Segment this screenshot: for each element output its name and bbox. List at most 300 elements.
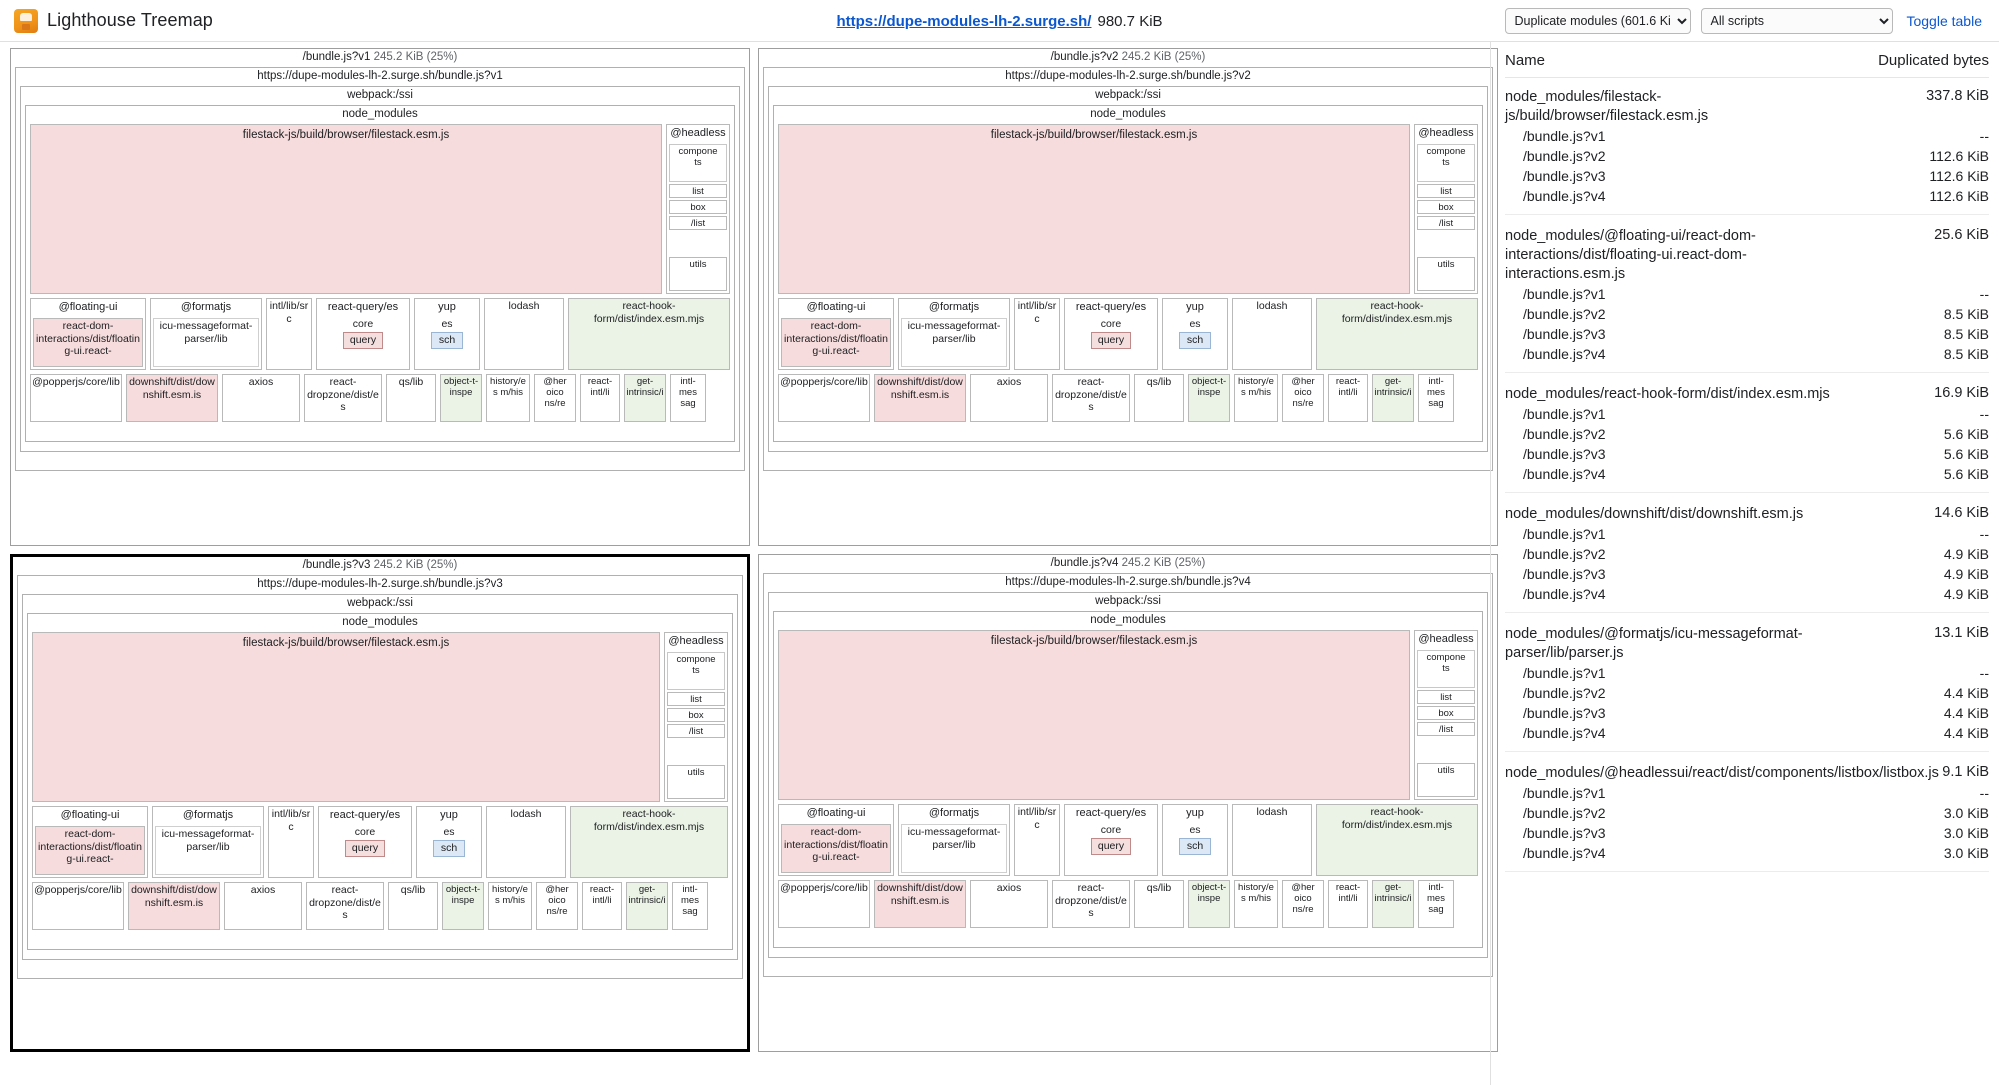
treemap-leaf-module[interactable]: react-intl/li <box>580 374 620 422</box>
subrow-bundle-name: /bundle.js?v2 <box>1523 426 1606 442</box>
treemap-group-react-query[interactable] <box>1064 298 1158 370</box>
treemap-webpack-node[interactable] <box>22 594 738 960</box>
treemap-leaf-module[interactable]: @popperjs/core/lib <box>30 374 122 422</box>
table-row[interactable] <box>1505 375 1989 495</box>
treemap-leaf-list[interactable]: list <box>669 184 727 198</box>
subrow-bytes: 8.5 KiB <box>1943 306 1989 322</box>
treemap-leaf-core-label: core <box>352 318 374 330</box>
row-module-name: node_modules/react-hook-form/dist/index.esm.mjs <box>1505 386 1830 402</box>
treemap-leaf-module[interactable]: downshift/dist/downshift.esm.is <box>126 374 218 422</box>
treemap-leaf-module[interactable]: axios <box>222 374 300 422</box>
treemap-node-modules-label: node_modules <box>1090 614 1166 626</box>
treemap-group-label: react-query/es <box>327 301 399 313</box>
treemap-group-label: @formatjs <box>928 807 980 819</box>
subrow-bytes: -- <box>1979 406 1989 422</box>
treemap-leaf-module[interactable]: get-intrinsic/i <box>626 882 668 930</box>
row-duplicated-bytes: 16.9 KiB <box>1934 385 1989 401</box>
treemap-leaf-module[interactable]: object-t-inspe <box>1188 880 1230 928</box>
treemap-leaf-utils[interactable]: utils <box>1417 257 1475 291</box>
treemap-leaf-react-hook-form[interactable]: react-hook-form/dist/index.esm.mjs <box>1316 298 1478 370</box>
treemap-leaf-es-label: es <box>1189 318 1201 330</box>
treemap-leaf-icu-messageformat-parser[interactable]: icu-messageformat-parser/lib <box>901 318 1007 367</box>
treemap-group-label: yup <box>440 809 458 821</box>
treemap-leaf-module[interactable]: qs/lib <box>1134 880 1184 928</box>
bundle-select[interactable] <box>1505 8 1691 34</box>
treemap-node-modules-node[interactable] <box>773 105 1483 442</box>
treemap-root-node[interactable] <box>10 48 750 546</box>
treemap-group-label: @floating-ui <box>58 301 118 313</box>
treemap-group-floating-ui[interactable] <box>778 804 894 876</box>
treemap-leaf-module[interactable]: @her oico ns/re <box>534 374 576 422</box>
treemap-leaf-box[interactable]: box <box>667 708 725 722</box>
subrow-bundle-name: /bundle.js?v4 <box>1523 466 1606 482</box>
row-divider <box>1505 492 1989 493</box>
treemap-group-floating-ui[interactable] <box>32 806 148 878</box>
treemap-leaf-module[interactable]: history/es m/his <box>1234 374 1278 422</box>
treemap-group-label: yup <box>438 301 456 313</box>
app-title: Lighthouse Treemap <box>47 10 213 30</box>
treemap-leaf-es-label: es <box>443 826 455 838</box>
table-header-row <box>1505 42 1989 78</box>
treemap-leaf-module[interactable]: intl-mes sag <box>1418 374 1454 422</box>
subrow-bytes: 3.0 KiB <box>1943 805 1989 821</box>
row-divider <box>1505 612 1989 613</box>
bundle-size: 245.2 KiB (25%) <box>1121 557 1206 569</box>
treemap-group-yup[interactable] <box>416 806 482 878</box>
table-body <box>1505 78 1989 874</box>
treemap-leaf-module[interactable]: @her oico ns/re <box>1282 880 1324 928</box>
treemap-leaf-module[interactable]: @popperjs/core/lib <box>778 880 870 928</box>
subrow-bundle-name: /bundle.js?v3 <box>1523 566 1606 582</box>
treemap-leaf-intl-lib-src[interactable]: intl/lib/src <box>266 298 312 370</box>
treemap-url-node[interactable] <box>763 573 1493 977</box>
treemap-leaf-module[interactable]: @her oico ns/re <box>1282 374 1324 422</box>
treemap-leaf-box[interactable]: box <box>1417 706 1475 720</box>
subrow-bundle-name: /bundle.js?v2 <box>1523 546 1606 562</box>
toggle-table-button[interactable]: Toggle table <box>1903 11 1985 31</box>
treemap-leaf-filestack[interactable]: filestack-js/build/browser/filestack.esm.js <box>32 632 660 802</box>
treemap-leaf-es-label: es <box>1189 824 1201 836</box>
treemap-leaf-schema[interactable]: sch <box>1179 838 1211 855</box>
table-subrow[interactable] <box>1505 284 1989 304</box>
table-subrow[interactable] <box>1505 524 1989 544</box>
treemap-group-label: react-query/es <box>329 809 401 821</box>
treemap-node-title <box>13 557 747 575</box>
subrow-bundle-name: /bundle.js?v4 <box>1523 725 1606 741</box>
table-subrow[interactable] <box>1505 146 1989 166</box>
treemap-leaf-query[interactable]: query <box>1091 332 1131 349</box>
table-subrow[interactable] <box>1505 404 1989 424</box>
subrow-bytes: 4.4 KiB <box>1943 685 1989 701</box>
subrow-bundle-name: /bundle.js?v4 <box>1523 586 1606 602</box>
column-header-name: Name <box>1505 52 1546 69</box>
table-subrow[interactable] <box>1505 166 1989 186</box>
treemap-leaf-utils[interactable]: utils <box>1417 763 1475 797</box>
subrow-bytes: 3.0 KiB <box>1943 825 1989 841</box>
treemap-leaf-module[interactable]: @her oico ns/re <box>536 882 578 930</box>
table-subrow[interactable] <box>1505 344 1989 364</box>
treemap-group-label: react-query/es <box>1075 807 1147 819</box>
treemap-leaf-lodash[interactable]: lodash <box>1232 804 1312 876</box>
subrow-bundle-name: /bundle.js?v3 <box>1523 446 1606 462</box>
treemap-leaf-module[interactable]: react-intl/li <box>1328 880 1368 928</box>
treemap-leaf-module[interactable]: qs/lib <box>388 882 438 930</box>
bundle-size: 245.2 KiB (25%) <box>373 51 458 63</box>
subrow-bundle-name: /bundle.js?v1 <box>1523 785 1606 801</box>
table-row[interactable] <box>1505 78 1989 217</box>
treemap-group-yup[interactable] <box>414 298 480 370</box>
table-subrow[interactable] <box>1505 783 1989 803</box>
table-subrow[interactable] <box>1505 544 1989 564</box>
treemap-leaf-react-hook-form[interactable]: react-hook-form/dist/index.esm.mjs <box>568 298 730 370</box>
treemap-leaf-module[interactable]: downshift/dist/downshift.esm.is <box>874 880 966 928</box>
subrow-bundle-name: /bundle.js?v2 <box>1523 685 1606 701</box>
treemap-leaf-schema[interactable]: sch <box>1179 332 1211 349</box>
treemap-group-formatjs[interactable] <box>898 298 1010 370</box>
treemap-leaf-module[interactable]: object-t-inspe <box>1188 374 1230 422</box>
treemap-group-label: @headless <box>668 635 724 647</box>
brand <box>14 9 213 33</box>
subrow-bundle-name: /bundle.js?v2 <box>1523 148 1606 164</box>
subrow-bytes: 3.0 KiB <box>1943 845 1989 861</box>
treemap-leaf-components[interactable]: compone ts <box>1417 650 1475 688</box>
table-subrow[interactable] <box>1505 424 1989 444</box>
treemap-leaf-module[interactable]: object-t-inspe <box>442 882 484 930</box>
table-subrow[interactable] <box>1505 444 1989 464</box>
subrow-bytes: 5.6 KiB <box>1943 426 1989 442</box>
subrow-bytes: 4.9 KiB <box>1943 566 1989 582</box>
treemap-url-node[interactable] <box>15 67 745 471</box>
treemap-group-floating-ui[interactable] <box>30 298 146 370</box>
treemap-leaf-intl-lib-src[interactable]: intl/lib/src <box>1014 804 1060 876</box>
treemap-node-modules-node[interactable] <box>773 611 1483 948</box>
subrow-bytes: 112.6 KiB <box>1929 168 1989 184</box>
row-module-name: node_modules/@formatjs/icu-messageformat-parser/lib/parser.js <box>1505 626 1803 661</box>
subrow-bundle-name: /bundle.js?v1 <box>1523 406 1606 422</box>
treemap-leaf-module[interactable]: react-dropzone/dist/es <box>1052 374 1130 422</box>
subrow-bytes: -- <box>1979 665 1989 681</box>
subrow-bytes: 8.5 KiB <box>1943 346 1989 362</box>
treemap-leaf-listbox[interactable]: /list <box>669 216 727 230</box>
table-subrow[interactable] <box>1505 843 1989 863</box>
table-subrow[interactable] <box>1505 683 1989 703</box>
treemap-node-modules-label: node_modules <box>342 108 418 120</box>
table-row[interactable] <box>1505 217 1989 375</box>
subrow-bundle-name: /bundle.js?v3 <box>1523 825 1606 841</box>
treemap-leaf-module[interactable]: react-intl/li <box>1328 374 1368 422</box>
treemap-leaf-module[interactable]: react-intl/li <box>582 882 622 930</box>
duplicate-modules-table <box>1490 42 1999 1085</box>
table-row[interactable] <box>1505 754 1989 874</box>
treemap-leaf-module[interactable]: axios <box>224 882 302 930</box>
subrow-bytes: 4.4 KiB <box>1943 705 1989 721</box>
treemap-grid <box>10 48 1484 1052</box>
treemap-leaf-listbox[interactable]: /list <box>667 724 725 738</box>
row-module-name: node_modules/downshift/dist/downshift.esm.js <box>1505 506 1804 522</box>
subrow-bundle-name: /bundle.js?v3 <box>1523 168 1606 184</box>
treemap-leaf-module[interactable]: react-dropzone/dist/es <box>306 882 384 930</box>
treemap-leaf-components[interactable]: compone ts <box>669 144 727 182</box>
treemap-leaf-module[interactable]: intl-mes sag <box>1418 880 1454 928</box>
treemap-leaf-react-dom-interactions[interactable]: react-dom-interactions/dist/floating-ui.react- <box>781 824 891 873</box>
treemap-cell[interactable] <box>758 554 1498 1052</box>
treemap-leaf-module[interactable]: get-intrinsic/i <box>624 374 666 422</box>
treemap-url-label: https://dupe-modules-lh-2.surge.sh/bundle.js?v1 <box>257 70 503 82</box>
treemap-leaf-box[interactable]: box <box>669 200 727 214</box>
treemap-leaf-utils[interactable]: utils <box>669 257 727 291</box>
subrow-bytes: 8.5 KiB <box>1943 326 1989 342</box>
treemap-leaf-module[interactable]: axios <box>970 374 1048 422</box>
treemap-leaf-module[interactable]: axios <box>970 880 1048 928</box>
subrow-bundle-name: /bundle.js?v2 <box>1523 306 1606 322</box>
table-row[interactable] <box>1505 615 1989 754</box>
row-duplicated-bytes: 337.8 KiB <box>1926 88 1989 104</box>
treemap-node-modules-label: node_modules <box>1090 108 1166 120</box>
table-subrow[interactable] <box>1505 464 1989 484</box>
treemap-group-formatjs[interactable] <box>152 806 264 878</box>
treemap-leaf-module[interactable]: history/es m/his <box>1234 880 1278 928</box>
treemap-group-formatjs[interactable] <box>898 804 1010 876</box>
treemap-url-label: https://dupe-modules-lh-2.surge.sh/bundle.js?v3 <box>257 578 503 590</box>
row-divider <box>1505 751 1989 752</box>
treemap-cell[interactable] <box>10 48 750 546</box>
treemap-leaf-query[interactable]: query <box>343 332 383 349</box>
table-subrow[interactable] <box>1505 564 1989 584</box>
treemap-leaf-intl-lib-src[interactable]: intl/lib/src <box>1014 298 1060 370</box>
table-subrow[interactable] <box>1505 803 1989 823</box>
subrow-bytes: 4.4 KiB <box>1943 725 1989 741</box>
treemap-group-react-query[interactable] <box>316 298 410 370</box>
subrow-bytes: -- <box>1979 128 1989 144</box>
treemap-leaf-listbox[interactable]: /list <box>1417 216 1475 230</box>
bundle-size: 245.2 KiB (25%) <box>373 559 458 571</box>
treemap-leaf-module[interactable]: downshift/dist/downshift.esm.is <box>128 882 220 930</box>
subrow-bytes: 5.6 KiB <box>1943 446 1989 462</box>
document-size: 980.7 KiB <box>1097 12 1163 30</box>
treemap-group-formatjs[interactable] <box>150 298 262 370</box>
treemap-leaf-lodash[interactable]: lodash <box>486 806 566 878</box>
treemap-leaf-module[interactable]: get-intrinsic/i <box>1372 374 1414 422</box>
table-subrow[interactable] <box>1505 823 1989 843</box>
treemap-node-title <box>11 49 749 67</box>
subrow-bundle-name: /bundle.js?v4 <box>1523 845 1606 861</box>
treemap-leaf-list[interactable]: list <box>1417 184 1475 198</box>
treemap-leaf-es-label: es <box>441 318 453 330</box>
treemap-leaf-utils[interactable]: utils <box>667 765 725 799</box>
treemap-root-node[interactable] <box>758 554 1498 1052</box>
treemap-group-label: @headless <box>1418 633 1474 645</box>
treemap-leaf-intl-lib-src[interactable]: intl/lib/src <box>268 806 314 878</box>
treemap-pane <box>0 42 1490 1085</box>
row-module-name: node_modules/@headlessui/react/dist/components/listbox/listbox.js <box>1505 765 1939 781</box>
treemap-leaf-module[interactable]: intl-mes sag <box>672 882 708 930</box>
table-subrow[interactable] <box>1505 126 1989 146</box>
treemap-url-node[interactable] <box>17 575 743 979</box>
treemap-group-headlessui[interactable] <box>664 632 728 802</box>
treemap-leaf-module[interactable]: get-intrinsic/i <box>1372 880 1414 928</box>
treemap-leaf-react-dom-interactions[interactable]: react-dom-interactions/dist/floating-ui.react- <box>33 318 143 367</box>
subrow-bundle-name: /bundle.js?v1 <box>1523 286 1606 302</box>
treemap-leaf-query[interactable]: query <box>345 840 385 857</box>
treemap-group-label: @floating-ui <box>806 807 866 819</box>
subrow-bundle-name: /bundle.js?v1 <box>1523 128 1606 144</box>
treemap-leaf-module[interactable]: react-dropzone/dist/es <box>304 374 382 422</box>
treemap-webpack-label: webpack:/ssi <box>347 597 413 609</box>
treemap-group-react-query[interactable] <box>1064 804 1158 876</box>
treemap-leaf-react-dom-interactions[interactable]: react-dom-interactions/dist/floating-ui.react- <box>35 826 145 875</box>
table-subrow[interactable] <box>1505 304 1989 324</box>
treemap-node-title <box>759 49 1497 67</box>
treemap-url-node[interactable] <box>763 67 1493 471</box>
table-subrow[interactable] <box>1505 186 1989 206</box>
treemap-root-node[interactable] <box>758 48 1498 546</box>
treemap-leaf-module[interactable]: downshift/dist/downshift.esm.is <box>874 374 966 422</box>
subrow-bytes: 4.9 KiB <box>1943 586 1989 602</box>
bundle-name: /bundle.js?v2 <box>1050 51 1119 63</box>
treemap-leaf-lodash[interactable]: lodash <box>484 298 564 370</box>
treemap-leaf-react-hook-form[interactable]: react-hook-form/dist/index.esm.mjs <box>570 806 728 878</box>
row-duplicated-bytes: 9.1 KiB <box>1942 764 1989 780</box>
treemap-leaf-module[interactable]: intl-mes sag <box>670 374 706 422</box>
subrow-bundle-name: /bundle.js?v4 <box>1523 188 1606 204</box>
treemap-leaf-list[interactable]: list <box>1417 690 1475 704</box>
table-row[interactable] <box>1505 495 1989 615</box>
subrow-bytes: 5.6 KiB <box>1943 466 1989 482</box>
treemap-leaf-module[interactable]: history/es m/his <box>488 882 532 930</box>
header-controls <box>1505 8 1985 34</box>
treemap-leaf-react-dom-interactions[interactable]: react-dom-interactions/dist/floating-ui.react- <box>781 318 891 367</box>
treemap-leaf-lodash[interactable]: lodash <box>1232 298 1312 370</box>
column-header-bytes: Duplicated bytes <box>1878 52 1989 69</box>
row-divider <box>1505 214 1989 215</box>
treemap-leaf-schema[interactable]: sch <box>433 840 465 857</box>
treemap-group-react-query[interactable] <box>318 806 412 878</box>
treemap-node-modules-node[interactable] <box>27 613 733 950</box>
row-module-name: node_modules/filestack-js/build/browser/filestack.esm.js <box>1505 89 1709 124</box>
subrow-bundle-name: /bundle.js?v1 <box>1523 665 1606 681</box>
treemap-leaf-list[interactable]: list <box>667 692 725 706</box>
treemap-leaf-module[interactable]: history/es m/his <box>486 374 530 422</box>
treemap-leaf-module[interactable]: @popperjs/core/lib <box>778 374 870 422</box>
treemap-leaf-module[interactable]: @popperjs/core/lib <box>32 882 124 930</box>
treemap-group-label: react-query/es <box>1075 301 1147 313</box>
treemap-leaf-components[interactable]: compone ts <box>1417 144 1475 182</box>
treemap-leaf-icu-messageformat-parser[interactable]: icu-messageformat-parser/lib <box>901 824 1007 873</box>
table-subrow[interactable] <box>1505 663 1989 683</box>
app-header <box>0 0 1999 42</box>
subrow-bundle-name: /bundle.js?v2 <box>1523 805 1606 821</box>
subrow-bytes: -- <box>1979 526 1989 542</box>
treemap-node-title <box>759 555 1497 573</box>
table-subrow[interactable] <box>1505 723 1989 743</box>
treemap-group-floating-ui[interactable] <box>778 298 894 370</box>
treemap-webpack-node[interactable] <box>768 592 1488 958</box>
treemap-leaf-module[interactable]: react-dropzone/dist/es <box>1052 880 1130 928</box>
treemap-node-modules-label: node_modules <box>342 616 418 628</box>
row-module-name: node_modules/@floating-ui/react-dom-interactions/dist/floating-ui.react-dom-interactions.esm.js <box>1505 228 1756 282</box>
treemap-group-label: @formatjs <box>928 301 980 313</box>
treemap-leaf-filestack[interactable]: filestack-js/build/browser/filestack.esm.js <box>778 630 1410 800</box>
lighthouse-logo-icon <box>14 9 38 33</box>
treemap-group-label: @headless <box>670 127 726 139</box>
treemap-webpack-node[interactable] <box>768 86 1488 452</box>
row-divider <box>1505 871 1989 872</box>
bundle-name: /bundle.js?v1 <box>302 51 371 63</box>
treemap-webpack-node[interactable] <box>20 86 740 452</box>
treemap-leaf-box[interactable]: box <box>1417 200 1475 214</box>
row-duplicated-bytes: 14.6 KiB <box>1934 505 1989 521</box>
treemap-group-label: yup <box>1186 301 1204 313</box>
bundle-size: 245.2 KiB (25%) <box>1121 51 1206 63</box>
table-subrow[interactable] <box>1505 584 1989 604</box>
treemap-webpack-label: webpack:/ssi <box>1095 595 1161 607</box>
bundle-name: /bundle.js?v3 <box>302 559 371 571</box>
subrow-bytes: 112.6 KiB <box>1929 148 1989 164</box>
treemap-leaf-listbox[interactable]: /list <box>1417 722 1475 736</box>
treemap-webpack-label: webpack:/ssi <box>1095 89 1161 101</box>
subrow-bundle-name: /bundle.js?v4 <box>1523 346 1606 362</box>
treemap-group-label: @formatjs <box>180 301 232 313</box>
table-subrow[interactable] <box>1505 703 1989 723</box>
subrow-bytes: 4.9 KiB <box>1943 546 1989 562</box>
bundle-name: /bundle.js?v4 <box>1050 557 1119 569</box>
subrow-bundle-name: /bundle.js?v1 <box>1523 526 1606 542</box>
treemap-leaf-core-label: core <box>1100 824 1122 836</box>
treemap-leaf-module[interactable]: qs/lib <box>1134 374 1184 422</box>
treemap-leaf-schema[interactable]: sch <box>431 332 463 349</box>
subrow-bytes: -- <box>1979 785 1989 801</box>
treemap-cell[interactable] <box>10 554 750 1052</box>
treemap-node-modules-node[interactable] <box>25 105 735 442</box>
treemap-leaf-filestack[interactable]: filestack-js/build/browser/filestack.esm.js <box>30 124 662 294</box>
subrow-bytes: 112.6 KiB <box>1929 188 1989 204</box>
treemap-leaf-react-hook-form[interactable]: react-hook-form/dist/index.esm.mjs <box>1316 804 1478 876</box>
treemap-url-label: https://dupe-modules-lh-2.surge.sh/bundle.js?v4 <box>1005 576 1251 588</box>
treemap-url-label: https://dupe-modules-lh-2.surge.sh/bundle.js?v2 <box>1005 70 1251 82</box>
subrow-bundle-name: /bundle.js?v3 <box>1523 326 1606 342</box>
treemap-leaf-components[interactable]: compone ts <box>667 652 725 690</box>
treemap-leaf-icu-messageformat-parser[interactable]: icu-messageformat-parser/lib <box>155 826 261 875</box>
treemap-root-node[interactable] <box>10 554 750 1052</box>
treemap-cell[interactable] <box>758 48 1498 546</box>
treemap-group-yup[interactable] <box>1162 804 1228 876</box>
row-duplicated-bytes: 25.6 KiB <box>1934 227 1989 243</box>
treemap-group-headlessui[interactable] <box>666 124 730 294</box>
treemap-group-label: yup <box>1186 807 1204 819</box>
row-divider <box>1505 372 1989 373</box>
treemap-group-headlessui[interactable] <box>1414 124 1478 294</box>
treemap-group-label: @formatjs <box>182 809 234 821</box>
treemap-group-label: @headless <box>1418 127 1474 139</box>
treemap-webpack-label: webpack:/ssi <box>347 89 413 101</box>
scripts-select[interactable] <box>1701 8 1893 34</box>
treemap-leaf-core-label: core <box>354 826 376 838</box>
table-subrow[interactable] <box>1505 324 1989 344</box>
treemap-group-yup[interactable] <box>1162 298 1228 370</box>
subrow-bytes: -- <box>1979 286 1989 302</box>
treemap-group-label: @floating-ui <box>60 809 120 821</box>
document-url-link[interactable]: https://dupe-modules-lh-2.surge.sh/ <box>836 12 1092 30</box>
treemap-leaf-core-label: core <box>1100 318 1122 330</box>
treemap-leaf-module[interactable]: qs/lib <box>386 374 436 422</box>
treemap-leaf-filestack[interactable]: filestack-js/build/browser/filestack.esm.js <box>778 124 1410 294</box>
treemap-leaf-module[interactable]: object-t-inspe <box>440 374 482 422</box>
treemap-leaf-query[interactable]: query <box>1091 838 1131 855</box>
treemap-group-headlessui[interactable] <box>1414 630 1478 800</box>
subrow-bundle-name: /bundle.js?v3 <box>1523 705 1606 721</box>
treemap-leaf-icu-messageformat-parser[interactable]: icu-messageformat-parser/lib <box>153 318 259 367</box>
treemap-group-label: @floating-ui <box>806 301 866 313</box>
